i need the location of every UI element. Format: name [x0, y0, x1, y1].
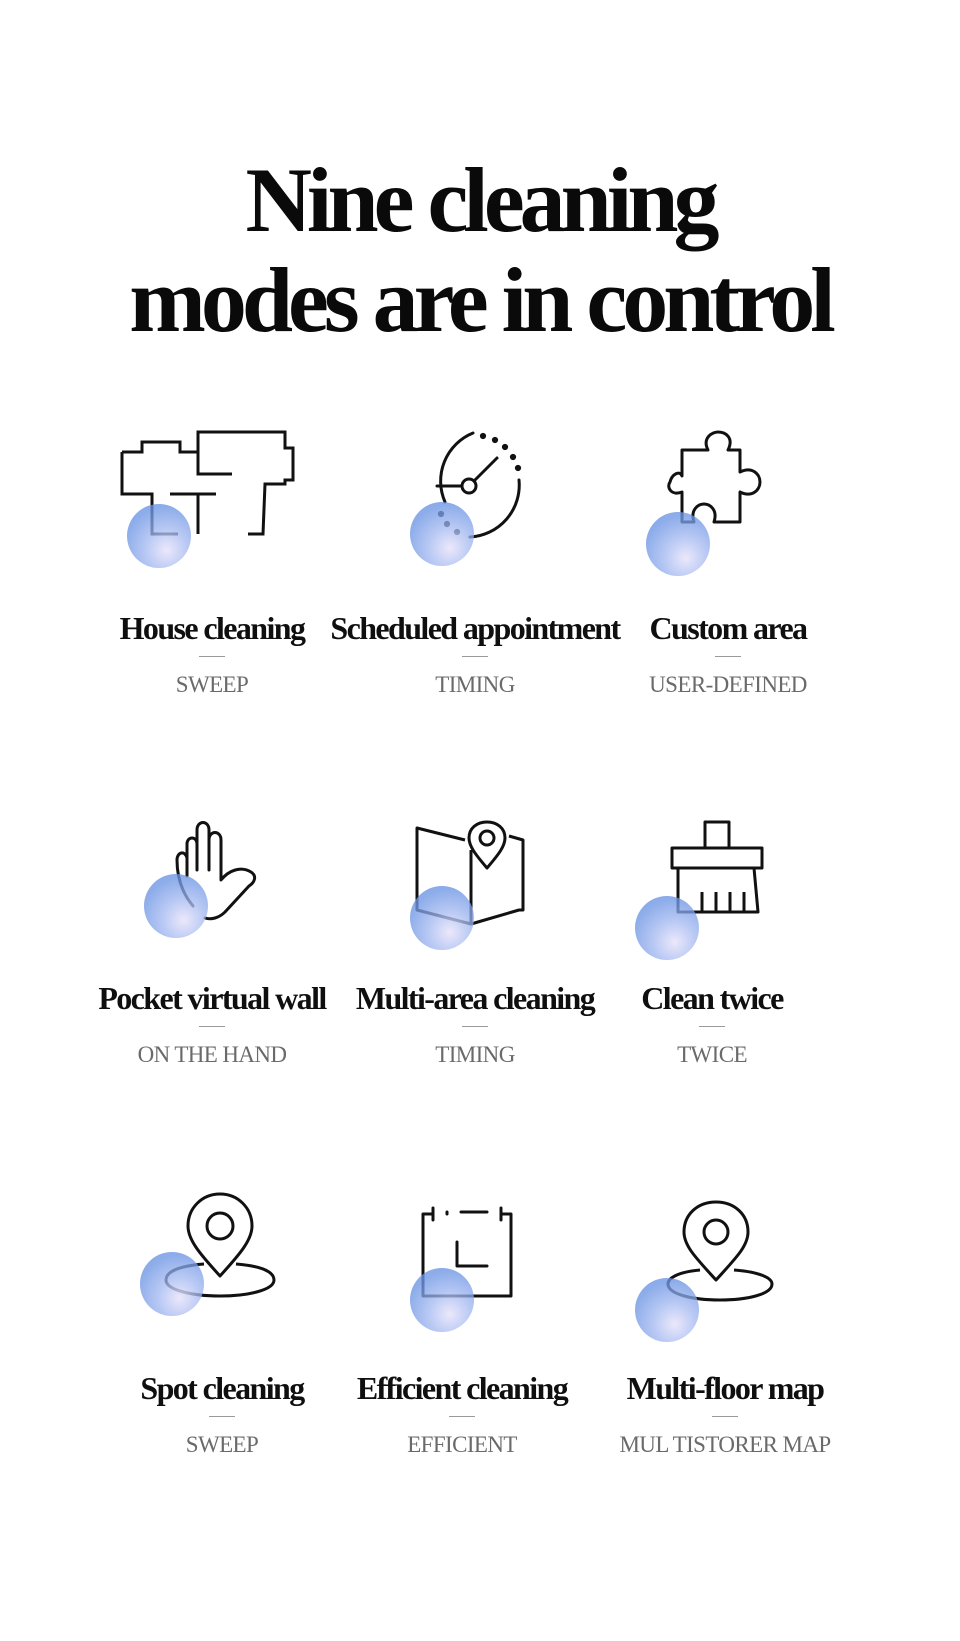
mode-title: Efficient cleaning — [356, 1370, 568, 1406]
mode-subtitle: TWICE — [677, 1042, 747, 1067]
mode-title: Multi-area cleaning — [355, 980, 595, 1016]
mode-subtitle: SWEEP — [175, 672, 249, 697]
title-line-1: Nine cleaning — [245, 149, 715, 251]
accent-dot — [635, 1278, 699, 1342]
accent-dot — [635, 896, 699, 960]
mode-subtitle: MUL TISTORER MAP — [619, 1432, 831, 1457]
mode-title: House cleaning — [119, 610, 305, 646]
mode-title: Pocket virtual wall — [98, 980, 326, 1016]
accent-dot — [410, 502, 474, 566]
mode-subtitle: USER-DEFINED — [649, 672, 807, 697]
accent-dot — [646, 512, 710, 576]
accent-dot — [127, 504, 191, 568]
divider — [209, 1416, 235, 1417]
mode-subtitle: SWEEP — [185, 1432, 259, 1457]
mode-subtitle: EFFICIENT — [407, 1432, 517, 1457]
divider — [199, 656, 225, 657]
divider — [699, 1026, 725, 1027]
mode-subtitle: TIMING — [435, 672, 515, 697]
accent-dot — [144, 874, 208, 938]
title-line-2: modes are in control — [129, 249, 831, 351]
divider — [462, 656, 488, 657]
mode-title: Custom area — [649, 610, 807, 646]
page-title — [0, 150, 960, 350]
divider — [449, 1416, 475, 1417]
divider — [715, 656, 741, 657]
mode-multi-floor-map — [565, 1180, 885, 1480]
mode-title: Multi-floor map — [626, 1370, 824, 1406]
mode-clean-twice — [552, 810, 872, 1110]
mode-title: Spot cleaning — [140, 1370, 304, 1406]
mode-custom-area — [568, 420, 888, 720]
divider — [712, 1416, 738, 1417]
mode-title: Clean twice — [641, 980, 783, 1016]
mode-subtitle: ON THE HAND — [137, 1042, 287, 1067]
accent-dot — [410, 886, 474, 950]
mode-title: Scheduled appointment — [330, 610, 620, 646]
accent-dot — [140, 1252, 204, 1316]
accent-dot — [410, 1268, 474, 1332]
divider — [462, 1026, 488, 1027]
divider — [199, 1026, 225, 1027]
mode-subtitle: TIMING — [435, 1042, 515, 1067]
